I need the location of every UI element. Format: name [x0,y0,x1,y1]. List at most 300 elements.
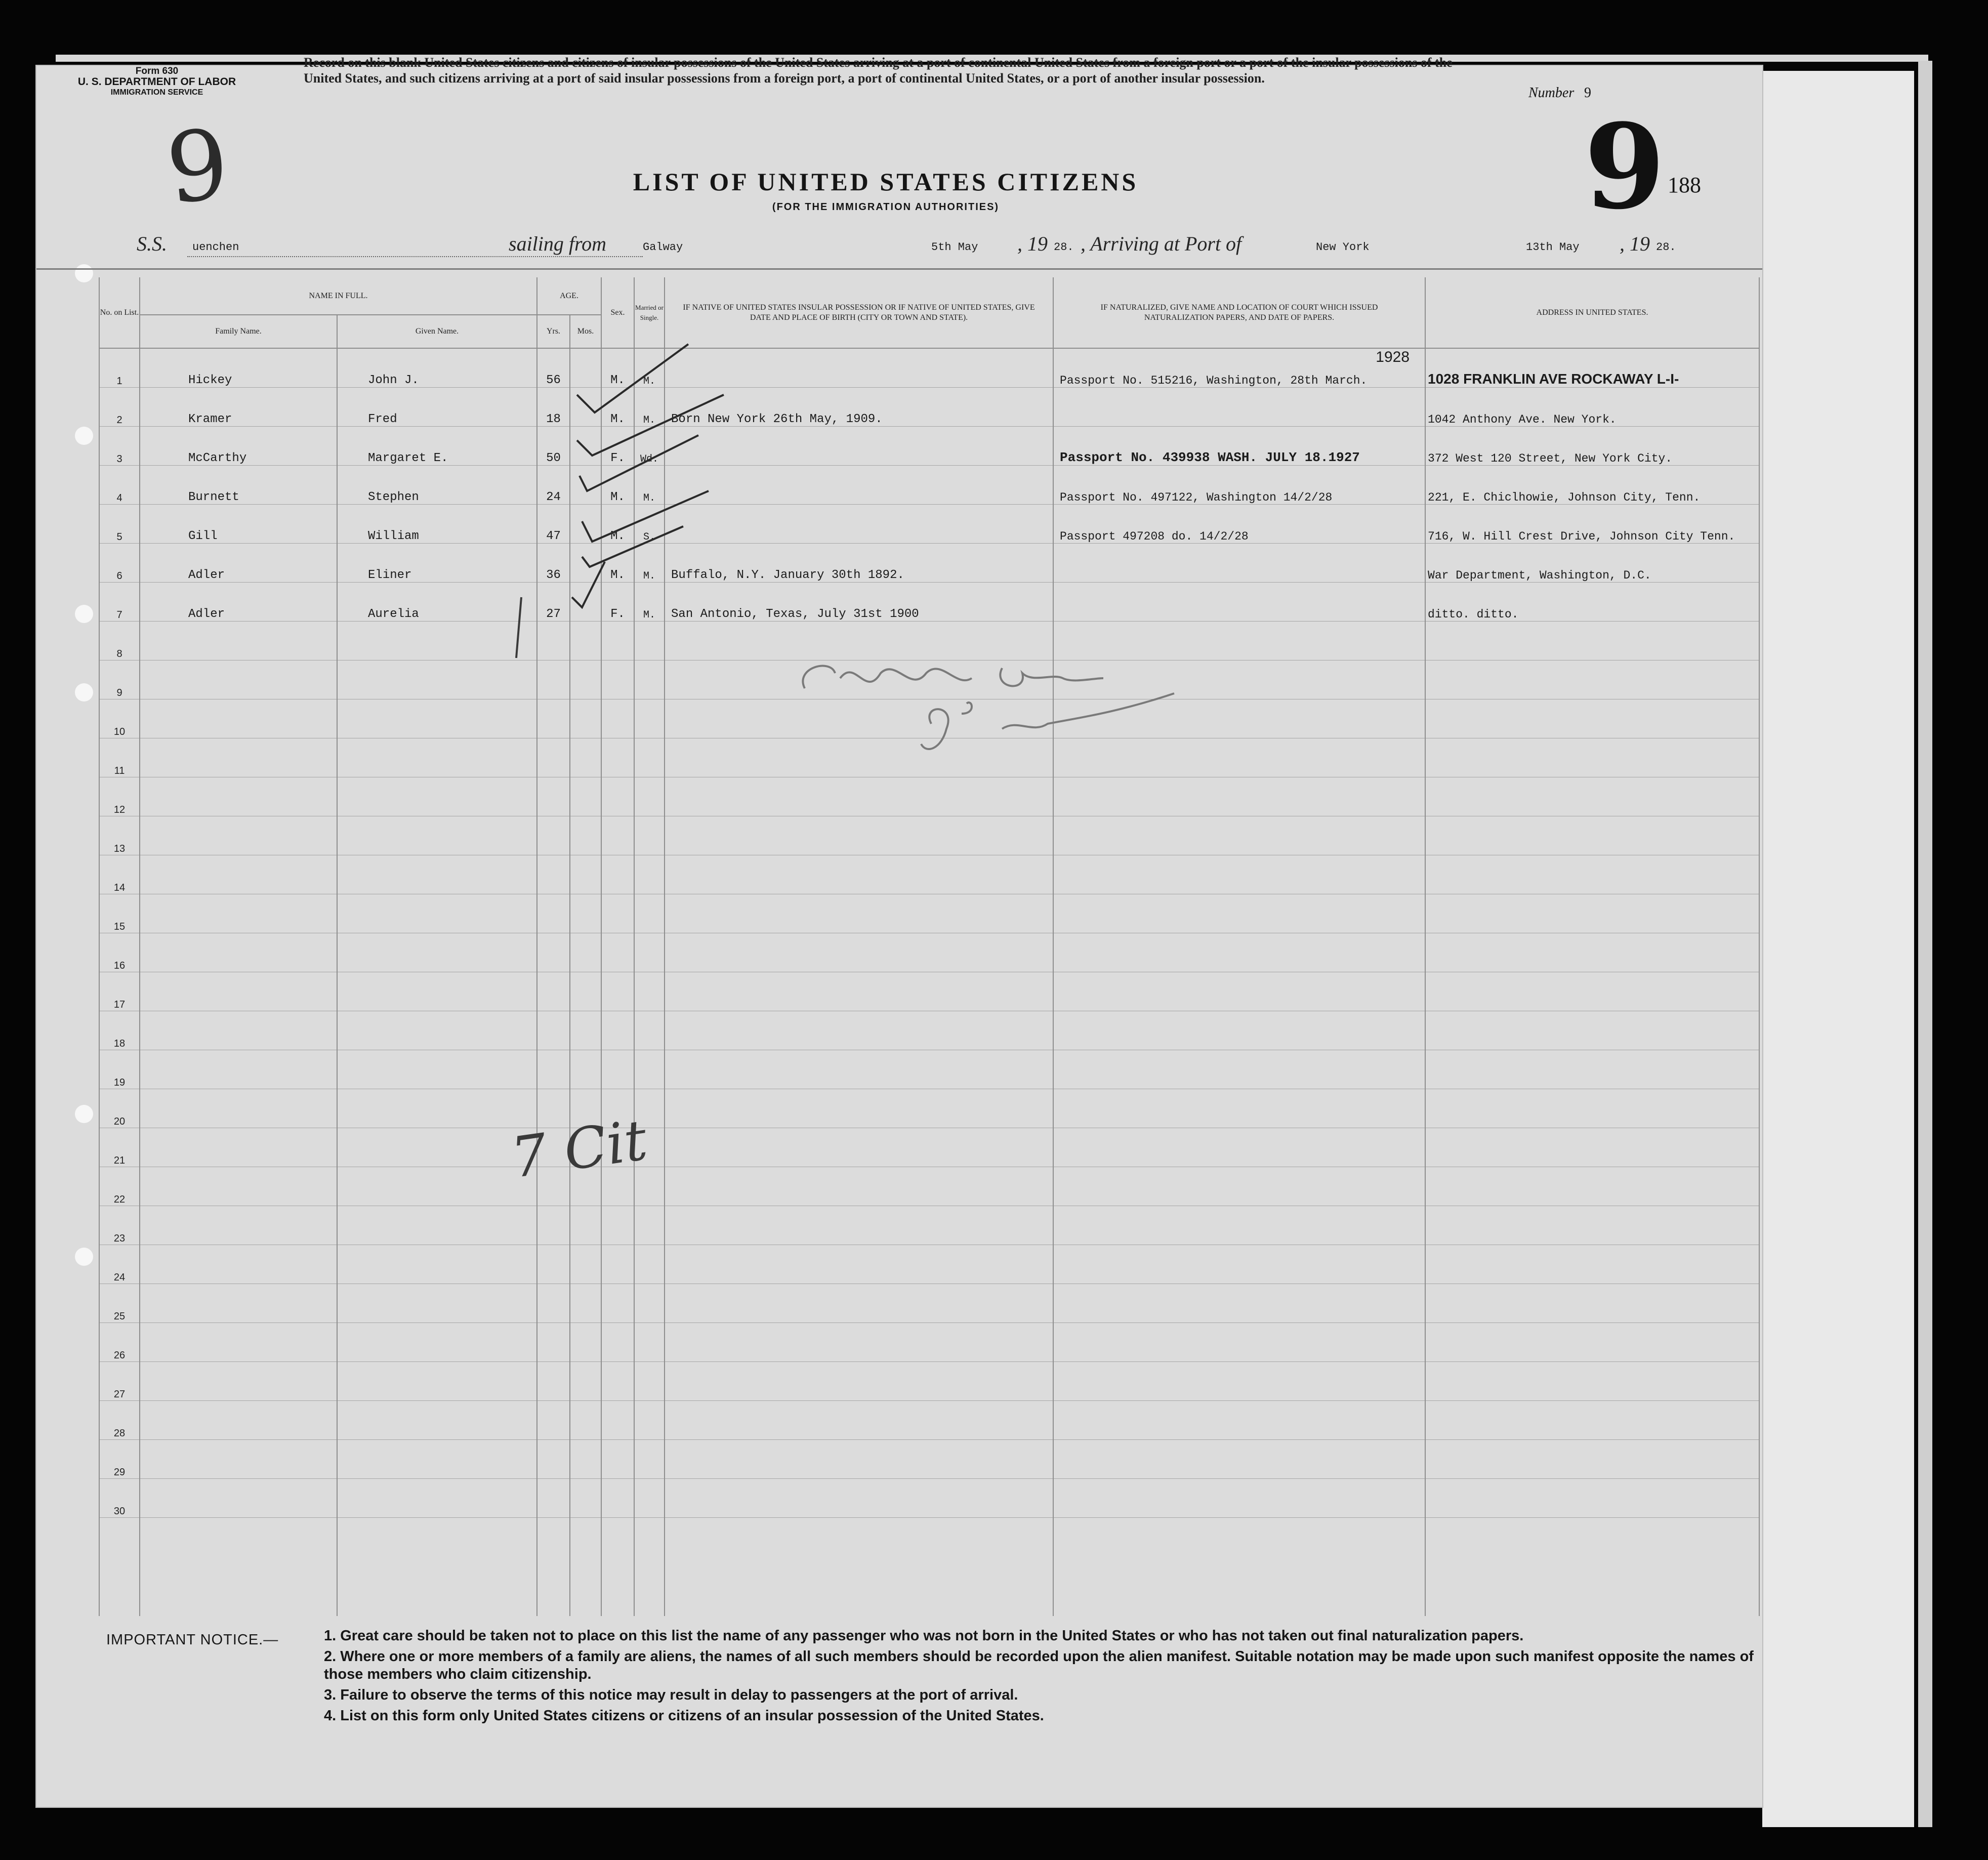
naturalization-cell [1053,348,1425,388]
address-cell [1425,855,1759,894]
age-months-cell [570,972,601,1011]
marital-status-cell: M. [634,466,665,505]
table-row [99,1128,1759,1167]
address-cell: 1042 Anthony Ave. New York. [1425,388,1759,427]
family-name-cell [140,1440,337,1479]
table-row [99,855,1759,894]
birth-place-cell: San Antonio, Texas, July 31st 1900 [665,583,1053,622]
naturalization-cell [1053,1245,1425,1284]
birth-place-cell: Born New York 26th May, 1909. [665,388,1053,427]
sex-cell [601,972,634,1011]
address-cell [1425,622,1759,660]
given-name-cell: Stephen [337,466,537,505]
naturalization-cell [1053,1206,1425,1245]
age-years-cell [537,777,570,816]
table-row [99,933,1759,972]
sex-cell [601,816,634,855]
naturalization-cell [1053,855,1425,894]
birth-place-cell [665,855,1053,894]
family-name-cell [140,1167,337,1206]
marital-status-cell [634,1245,665,1284]
row-number: 2 [99,388,140,427]
family-name-cell [140,1479,337,1518]
handwritten-signature [790,648,1184,764]
birth-place-cell [665,1206,1053,1245]
age-months-cell [570,699,601,738]
marital-status-cell [634,933,665,972]
family-name-cell [140,933,337,972]
form-instructions: Record on this blank United States citizens and citizens of insular possessions of the United States arriving at a port of continental United States from a foreign port or a port of the insular possessions of the United States, and such citizens arriving at a port of said insular possessions from a foreign port, a port of continental United States, or a port of another insular possession. [304,55,1453,86]
age-years-cell [537,1440,570,1479]
address-cell [1425,1206,1759,1245]
family-name-cell [140,660,337,699]
sex-cell: M. [601,388,634,427]
address-cell [1425,1245,1759,1284]
birth-place-cell [665,816,1053,855]
age-years-cell: 47 [537,505,570,544]
arrival-year: 28. [1656,241,1676,254]
table-row [99,1362,1759,1401]
table-row [99,777,1759,816]
address-cell [1425,1401,1759,1440]
row-number: 30 [99,1479,140,1518]
row-number: 25 [99,1284,140,1323]
family-name-cell: Adler [140,583,337,622]
punch-hole [75,427,93,445]
sex-cell [601,699,634,738]
birth-place-cell [665,1089,1053,1128]
arrival-year-prefix: , 19 [1620,232,1650,255]
family-name-cell: Burnett [140,466,337,505]
table-row [99,894,1759,933]
age-years-cell [537,1206,570,1245]
naturalization-cell [1053,1050,1425,1089]
naturalization-cell [1053,1128,1425,1167]
sex-cell: F. [601,427,634,466]
table-row [99,544,1759,583]
age-years-cell [537,1050,570,1089]
table-row [99,1323,1759,1362]
given-name-cell [337,816,537,855]
address-cell [1425,1362,1759,1401]
row-number: 1 [99,348,140,388]
age-months-cell [570,1245,601,1284]
col-header-naturalized: IF NATURALIZED, GIVE NAME AND LOCATION OF COURT WHICH ISSUED NATURALIZATION PAPERS, AND DATE OF PAPERS. [1053,277,1425,348]
address-cell [1425,894,1759,933]
row-number: 11 [99,738,140,777]
handwritten-bottom-note: 7 Cit [507,1107,651,1191]
ship-name-underline [187,256,643,257]
birth-place-cell [665,1167,1053,1206]
row-number: 4 [99,466,140,505]
given-name-cell [337,1089,537,1128]
row-number: 20 [99,1089,140,1128]
spacer-cell [99,1518,140,1617]
given-name-cell [337,1167,537,1206]
punch-hole [75,683,93,701]
given-name-cell [337,1284,537,1323]
marital-status-cell [634,1206,665,1245]
row-number: 3 [99,427,140,466]
punch-hole [75,264,93,282]
naturalization-cell [1053,777,1425,816]
table-row [99,1206,1759,1245]
table-row [99,505,1759,544]
sex-cell [601,1401,634,1440]
age-months-cell [570,1284,601,1323]
age-months-cell [570,1011,601,1050]
naturalization-cell [1053,388,1425,427]
marital-status-cell [634,855,665,894]
family-name-cell [140,1089,337,1128]
birth-place-cell [665,1323,1053,1362]
given-name-cell [337,1323,537,1362]
table-bottom-spacer [99,1518,1759,1617]
table-row [99,1479,1759,1518]
ss-label: S.S. [137,232,167,255]
sex-cell: M. [601,466,634,505]
age-months-cell [570,1440,601,1479]
arriving-label: , Arriving at Port of [1081,232,1242,255]
naturalization-cell [1053,816,1425,855]
col-header-yrs: Yrs. [537,315,570,348]
sailing-from-label: sailing from [509,232,606,255]
given-name-cell [337,894,537,933]
birth-place-cell: Buffalo, N.Y. January 30th 1892. [665,544,1053,583]
col-header-given-name: Given Name. [337,315,537,348]
family-name-cell [140,855,337,894]
col-header-name-in-full: NAME IN FULL. [140,277,537,315]
birth-place-cell [665,1479,1053,1518]
row-number: 6 [99,544,140,583]
row-number: 14 [99,855,140,894]
spacer-cell [601,1518,634,1617]
col-header-family-name: Family Name. [140,315,337,348]
table-row [99,388,1759,427]
naturalization-cell [1053,1440,1425,1479]
sailing-year-prefix: , 19 [1017,232,1048,255]
marital-status-cell [634,816,665,855]
family-name-cell [140,738,337,777]
naturalization-cell [1053,933,1425,972]
marital-status-cell: M. [634,348,665,388]
age-months-cell [570,1362,601,1401]
arrival-date: 13th May [1526,241,1580,254]
address-cell: War Department, Washington, D.C. [1425,544,1759,583]
given-name-cell [337,855,537,894]
table-row [99,1050,1759,1089]
punch-hole [75,1105,93,1123]
table-row [99,583,1759,622]
naturalization-cell: Passport No. 497122, Washington 14/2/28 [1053,466,1425,505]
given-name-cell: Margaret E. [337,427,537,466]
sex-cell [601,1050,634,1089]
sex-cell: M. [601,505,634,544]
family-name-cell: Gill [140,505,337,544]
ship-name: uenchen [192,241,239,254]
age-months-cell [570,738,601,777]
row-number: 19 [99,1050,140,1089]
marital-status-cell [634,1440,665,1479]
row-number: 26 [99,1323,140,1362]
marital-status-cell [634,894,665,933]
age-years-cell: 18 [537,388,570,427]
row-number: 13 [99,816,140,855]
marital-status-cell [634,699,665,738]
col-header-married: Married or Single. [634,277,665,348]
age-years-cell: 36 [537,544,570,583]
sex-cell [601,777,634,816]
row-number: 5 [99,505,140,544]
marital-status-cell: S. [634,505,665,544]
age-years-cell [537,855,570,894]
table-row [99,1245,1759,1284]
spacer-cell [570,1518,601,1617]
family-name-cell [140,1011,337,1050]
given-name-cell [337,933,537,972]
sex-cell [601,1479,634,1518]
spacer-cell [140,1518,337,1617]
age-months-cell [570,855,601,894]
age-years-cell [537,1401,570,1440]
sex-cell [601,1011,634,1050]
family-name-cell [140,1128,337,1167]
given-name-cell [337,1401,537,1440]
port-from: Galway [643,241,683,254]
spacer-cell [665,1518,1053,1617]
notice-item-2: 2. Where one or more members of a family are aliens, the names of all such members should be recorded upon the alien manifest. Suitable notation may be made upon such manifest opposite the names of those members who claim citizenship. [324,1648,1754,1682]
family-name-cell [140,777,337,816]
naturalization-cell [1053,1479,1425,1518]
marital-status-cell [634,738,665,777]
age-months-cell [570,1401,601,1440]
given-name-cell: Eliner [337,544,537,583]
sailing-year: 28. [1054,241,1074,254]
spacer-cell [634,1518,665,1617]
given-name-cell [337,1440,537,1479]
given-name-cell [337,1128,537,1167]
page-number: 188 [1668,173,1701,197]
address-cell [1425,660,1759,699]
address-cell [1425,699,1759,738]
handwritten-corner-mark: 9 [161,108,234,226]
row-number: 27 [99,1362,140,1401]
family-name-cell [140,699,337,738]
given-name-cell [337,1011,537,1050]
spacer-cell [337,1518,537,1617]
notice-items [324,1627,1776,1725]
age-years-cell: 24 [537,466,570,505]
given-name-cell [337,972,537,1011]
page-stack-right-edge [1918,61,1932,1827]
naturalization-cell [1053,1167,1425,1206]
age-years-cell [537,894,570,933]
naturalization-cell [1053,1011,1425,1050]
header-rule [36,268,1762,270]
naturalization-cell [1053,1089,1425,1128]
service-name: IMMIGRATION SERVICE [110,88,203,97]
given-name-cell: Aurelia [337,583,537,622]
sex-cell [601,1284,634,1323]
table-row [99,466,1759,505]
family-name-cell: McCarthy [140,427,337,466]
sex-cell [601,738,634,777]
voyage-line [137,232,1706,262]
birth-place-cell [665,1128,1053,1167]
row-number: 10 [99,699,140,738]
marital-status-cell: Wd. [634,427,665,466]
table-row [99,1167,1759,1206]
table-row [99,348,1759,388]
notice-item-1: 1. Great care should be taken not to place on this list the name of any passenger who was not born in the United States or who has not taken out final naturalization papers. [324,1628,1524,1644]
given-name-cell [337,1362,537,1401]
age-years-cell: 27 [537,583,570,622]
address-cell [1425,1284,1759,1323]
sex-cell [601,933,634,972]
address-cell [1425,777,1759,816]
family-name-cell [140,1245,337,1284]
marital-status-cell [634,1011,665,1050]
spacer-cell [537,1518,570,1617]
row-number: 9 [99,660,140,699]
row-number: 24 [99,1245,140,1284]
naturalization-text: Passport No. 515216, Washington, 28th March. [1060,374,1368,387]
marital-status-cell: M. [634,544,665,583]
age-years-cell: 56 [537,348,570,388]
table-row [99,1284,1759,1323]
table-row [99,1011,1759,1050]
age-years-cell: 50 [537,427,570,466]
age-months-cell [570,1206,601,1245]
naturalization-cell [1053,1401,1425,1440]
col-header-address: ADDRESS IN UNITED STATES. [1425,277,1759,348]
address-cell: 1028 FRANKLIN AVE ROCKAWAY L-I- [1425,348,1759,388]
age-years-cell [537,972,570,1011]
marital-status-cell [634,972,665,1011]
naturalization-cell [1053,1284,1425,1323]
given-name-cell: John J. [337,348,537,388]
given-name-cell [337,1479,537,1518]
address-cell [1425,738,1759,777]
naturalization-cell [1053,544,1425,583]
address-cell [1425,933,1759,972]
marital-status-cell: M. [634,388,665,427]
marital-status-cell [634,1401,665,1440]
given-name-cell [337,699,537,738]
family-name-cell [140,1050,337,1089]
punch-hole [75,605,93,623]
handwritten-number-mark: 9 [1584,99,1666,235]
table-row [99,1401,1759,1440]
form-identifier [66,66,248,98]
table-row [99,816,1759,855]
row-number: 28 [99,1401,140,1440]
row-number: 8 [99,622,140,660]
form-number: Form 630 [135,66,179,76]
sex-cell: M. [601,544,634,583]
adjacent-page-edge [1762,71,1914,1827]
address-cell [1425,1050,1759,1089]
address-cell [1425,1323,1759,1362]
punch-hole [75,1248,93,1266]
age-years-cell [537,1362,570,1401]
naturalization-cell [1053,894,1425,933]
row-number: 18 [99,1011,140,1050]
age-months-cell [570,933,601,972]
col-header-no: No. on List. [99,277,140,348]
birth-place-cell [665,1440,1053,1479]
col-header-mos: Mos. [570,315,601,348]
age-months-cell [570,816,601,855]
given-name-cell [337,1206,537,1245]
address-cell: 716, W. Hill Crest Drive, Johnson City Tenn. [1425,505,1759,544]
sex-cell [601,1206,634,1245]
row-number: 23 [99,1206,140,1245]
row-number: 7 [99,583,140,622]
row-number: 21 [99,1128,140,1167]
naturalization-cell: Passport No. 439938 WASH. JULY 18.1927 [1053,427,1425,466]
family-name-cell [140,1206,337,1245]
age-years-cell [537,1479,570,1518]
marital-status-cell [634,777,665,816]
col-header-native: IF NATIVE OF UNITED STATES INSULAR POSSESSION OR IF NATIVE OF UNITED STATES, GIVE DATE AND PLACE OF BIRTH (CITY OR TOWN AND STATE). [665,277,1053,348]
address-cell: 372 West 120 Street, New York City. [1425,427,1759,466]
family-name-cell [140,1401,337,1440]
given-name-cell [337,1050,537,1089]
age-years-cell [537,1011,570,1050]
address-cell [1425,1479,1759,1518]
birth-place-cell [665,1284,1053,1323]
birth-place-cell [665,777,1053,816]
naturalization-cell: Passport 497208 do. 14/2/28 [1053,505,1425,544]
age-years-cell [537,699,570,738]
form-title: LIST OF UNITED STATES CITIZENS [633,168,1139,196]
notice-item-4: 4. List on this form only United States citizens or citizens of an insular possession of the United States. [324,1708,1044,1724]
department-name: U. S. DEPARTMENT OF LABOR [77,76,236,88]
birth-place-cell [665,1362,1053,1401]
birth-place-cell [665,1245,1053,1284]
given-name-cell: Fred [337,388,537,427]
passenger-table [99,277,1760,1616]
address-cell [1425,1128,1759,1167]
birth-place-cell [665,1401,1053,1440]
col-header-age: AGE. [537,277,601,315]
sex-cell: M. [601,348,634,388]
sex-cell [601,894,634,933]
naturalization-cell [1053,583,1425,622]
spacer-cell [1053,1518,1425,1617]
address-cell [1425,816,1759,855]
row-number: 22 [99,1167,140,1206]
naturalization-cell [1053,972,1425,1011]
age-years-cell [537,1323,570,1362]
address-cell [1425,972,1759,1011]
marital-status-cell [634,1050,665,1089]
age-years-cell [537,1284,570,1323]
age-years-cell [537,933,570,972]
family-name-cell [140,622,337,660]
naturalization-cell [1053,1323,1425,1362]
family-name-cell: Hickey [140,348,337,388]
age-years-cell [537,1245,570,1284]
table-row [99,1089,1759,1128]
notice-item-3: 3. Failure to observe the terms of this notice may result in delay to passengers at the port of arrival. [324,1687,1018,1703]
naturalization-year-note: 1928 [1376,349,1410,365]
family-name-cell [140,1323,337,1362]
row-number: 16 [99,933,140,972]
age-months-cell [570,1479,601,1518]
birth-place-cell [665,933,1053,972]
